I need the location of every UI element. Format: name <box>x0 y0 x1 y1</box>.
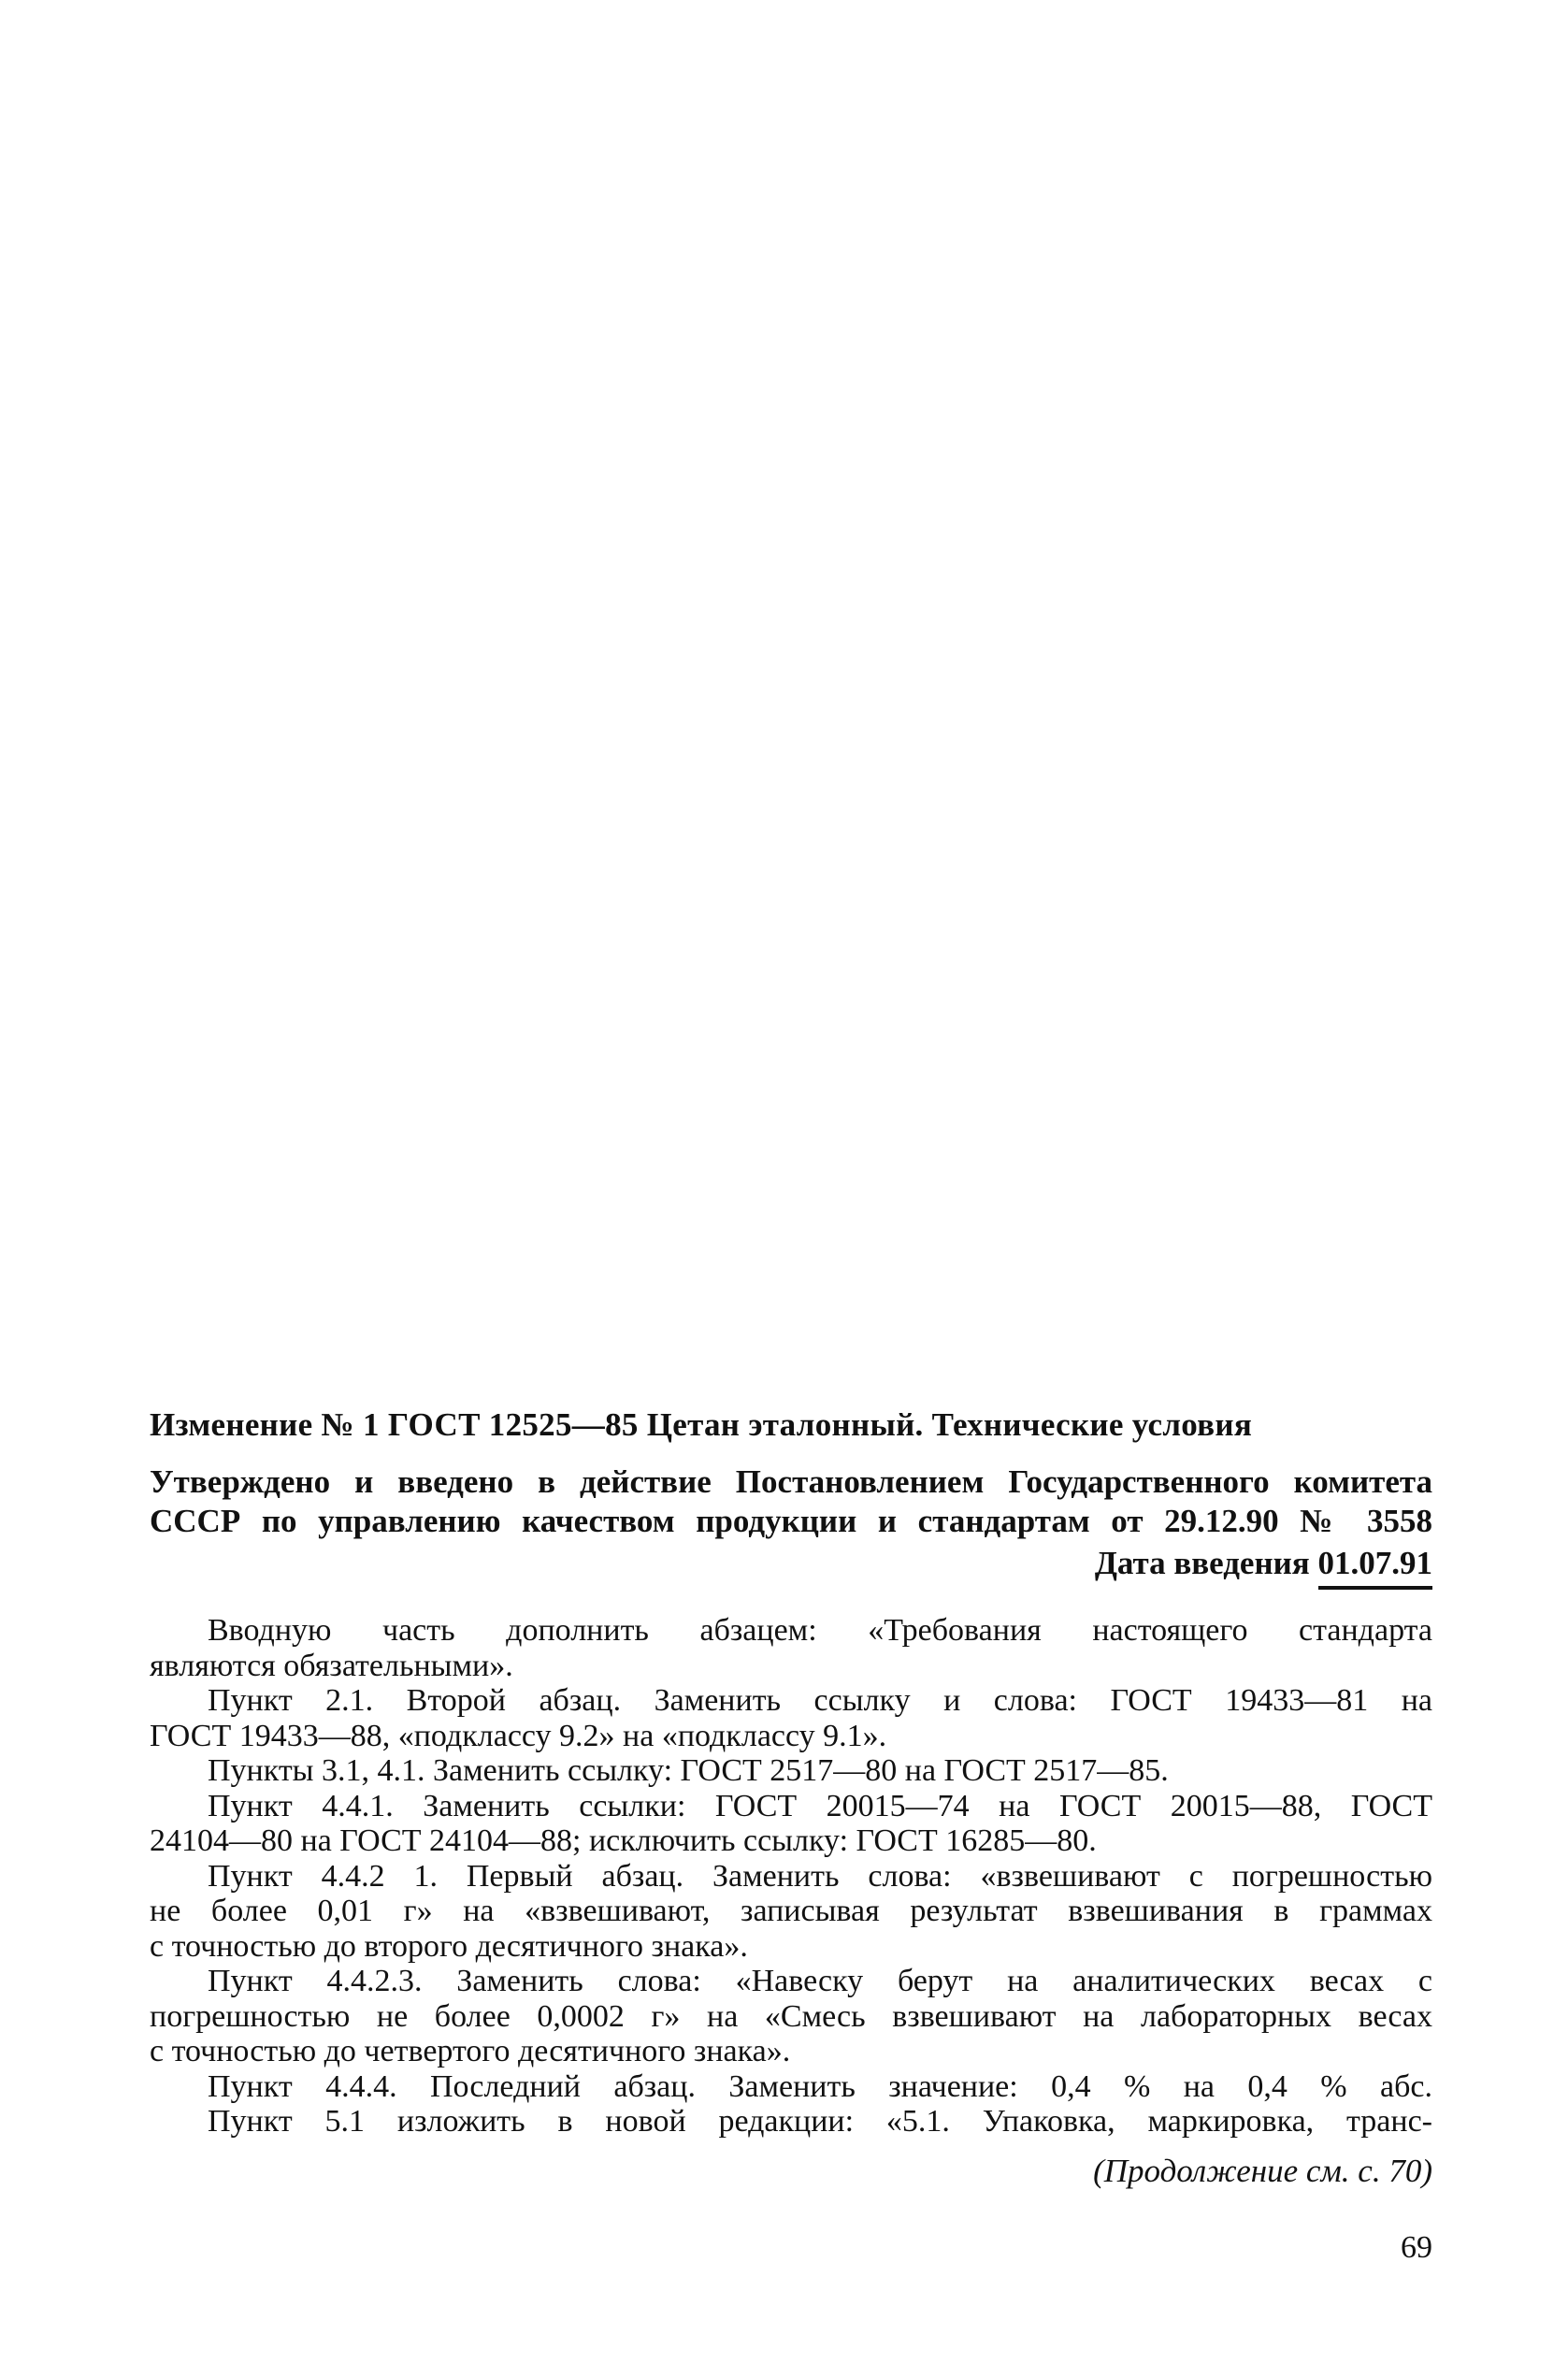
paragraph-line: ГОСТ 19433—88, «подклассу 9.2» на «подклассу 9.1». <box>150 1718 887 1753</box>
introduction-date-label: Дата введения <box>1094 1545 1310 1581</box>
paragraph-line: Пункт 2.1. Второй абзац. Заменить ссылку и слова: ГОСТ 19433—81 на <box>208 1683 1432 1718</box>
paragraph-line: 24104—80 на ГОСТ 24104—88; исключить ссылку: ГОСТ 16285—80. <box>150 1823 1097 1858</box>
approval-statement <box>150 1462 1432 1541</box>
continuation-note: (Продолжение см. с. 70) <box>1093 2153 1432 2189</box>
amendment-paragraph <box>150 1789 1432 1859</box>
paragraph-line: Пункт 4.4.2.3. Заменить слова: «Навеску берут на аналитических весах с <box>208 1964 1432 1998</box>
paragraph-line: Пункт 4.4.2 1. Первый абзац. Заменить слова: «взвешивают с погрешностью <box>208 1858 1432 1894</box>
paragraph-line: с точностью до четвертого десятичного знака». <box>150 2034 791 2068</box>
amendment-paragraph <box>150 1753 1432 1789</box>
paragraph-line: являются обязательными». <box>150 1648 513 1683</box>
amendment-paragraph <box>150 2104 1432 2140</box>
paragraph-line: погрешностью не более 0,0002 г» на «Смесь взвешивают на лабораторных весах <box>150 1998 1432 2034</box>
amendment-paragraph <box>150 2069 1432 2105</box>
document-heading: Изменение № 1 ГОСТ 12525—85 Цетан эталонный. Технические условия <box>150 1406 1253 1443</box>
amendment-paragraph <box>150 1964 1432 2069</box>
approval-line: Утверждено и введено в действие Постановлением Государственного комитета <box>150 1463 1432 1500</box>
introduction-date <box>1095 1543 1432 1590</box>
page-number: 69 <box>1401 2230 1432 2265</box>
amendment-paragraph <box>150 1683 1432 1753</box>
amendment-paragraph <box>150 1859 1432 1965</box>
paragraph-line: с точностью до второго десятичного знака». <box>150 1928 748 1964</box>
amendment-body <box>150 1613 1432 2140</box>
amendment-paragraph <box>150 1613 1432 1683</box>
paragraph-line: не более 0,01 г» на «взвешивают, записывая результат взвешивания в граммах <box>150 1894 1432 1928</box>
paragraph-line: Пункт 5.1 изложить в новой редакции: «5.1. Упаковка, маркировка, транс- <box>208 2104 1432 2139</box>
paragraph-line: Пункты 3.1, 4.1. Заменить ссылку: ГОСТ 2517—80 на ГОСТ 2517—85. <box>208 1753 1169 1788</box>
paragraph-line: Пункт 4.4.1. Заменить ссылки: ГОСТ 20015—74 на ГОСТ 20015—88, ГОСТ <box>208 1788 1432 1823</box>
paragraph-line: Пункт 4.4.4. Последний абзац. Заменить значение: 0,4 % на 0,4 % абс. <box>208 2068 1432 2104</box>
approval-line: СССР по управлению качеством продукции и стандартам от 29.12.90 № 3558 <box>150 1503 1432 1539</box>
introduction-date-value: 01.07.91 <box>1318 1543 1433 1590</box>
paragraph-line: Вводную часть дополнить абзацем: «Требования настоящего стандарта <box>208 1613 1432 1648</box>
